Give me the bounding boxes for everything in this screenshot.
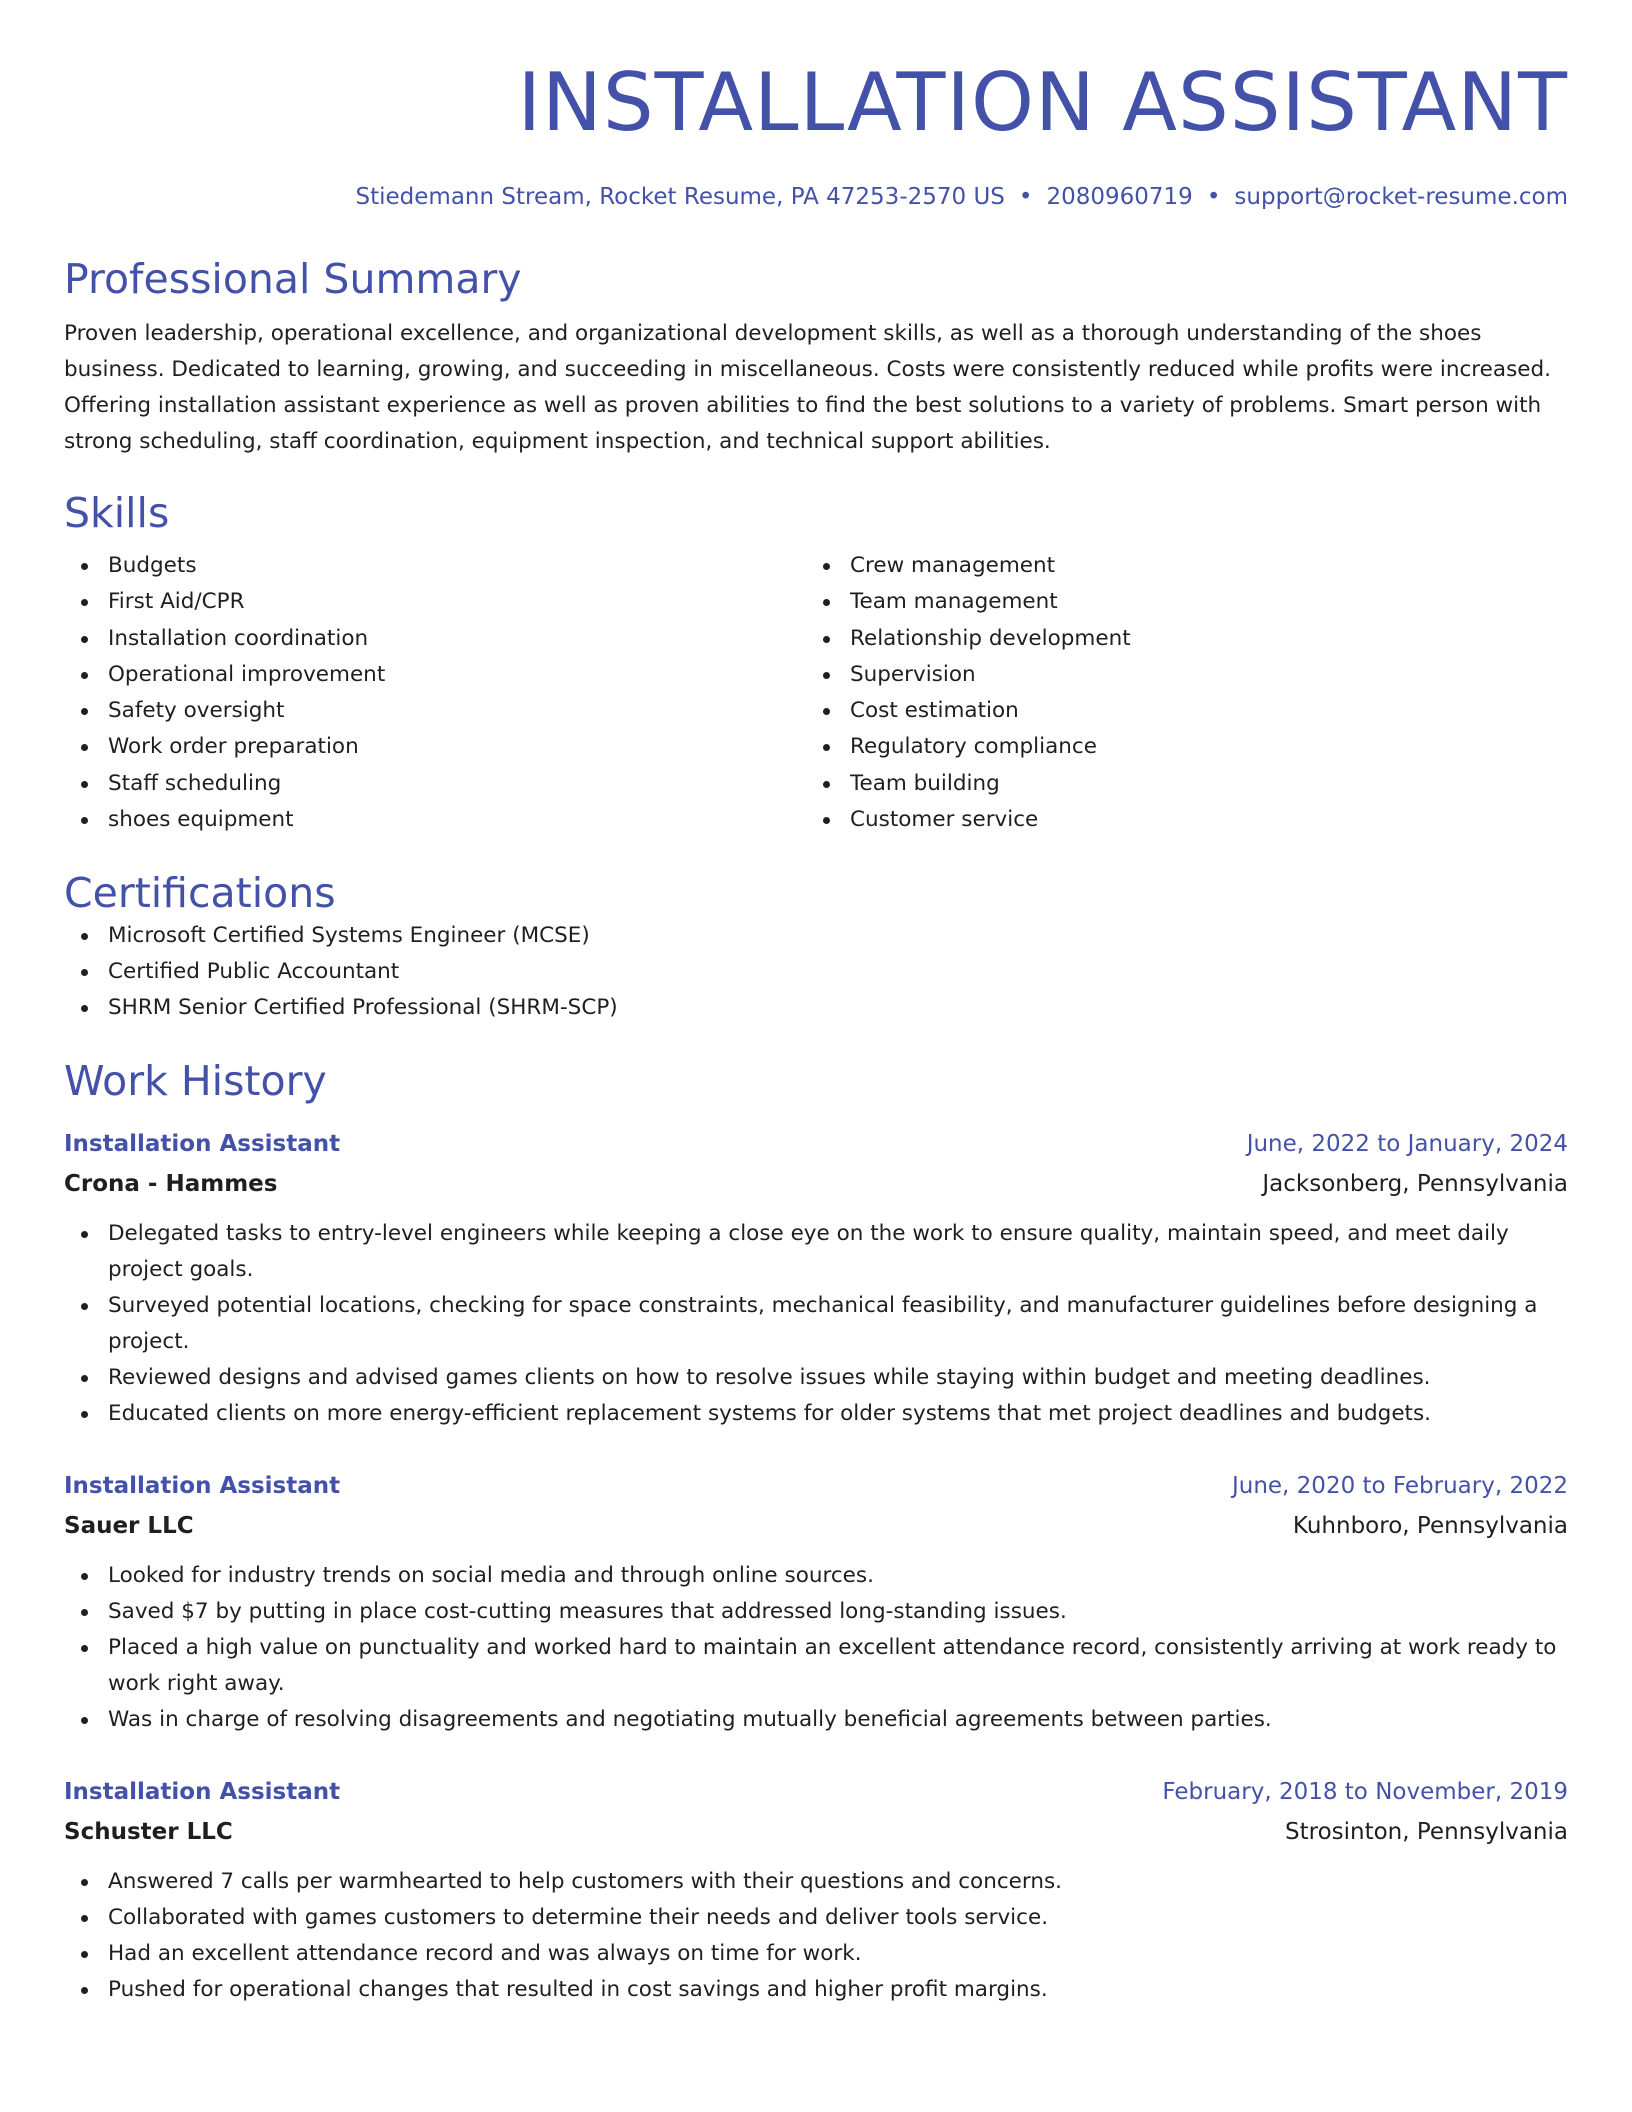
job-company: Sauer LLC [64, 1513, 194, 1540]
job-bullet: Had an excellent attendance record and was always on time for work. [64, 1936, 1568, 1972]
job-bullet: Delegated tasks to entry-level engineers while keeping a close eye on the work to ensure quality, maintain speed, and meet daily project goals. [64, 1216, 1568, 1288]
job-entry [64, 1124, 1568, 1432]
skill-item: shoes equipment [64, 802, 806, 838]
summary-heading: Professional Summary [64, 255, 522, 303]
certification-item: SHRM Senior Certified Professional (SHRM-SCP) [64, 990, 1568, 1026]
skill-item: Cost estimation [806, 693, 1548, 729]
job-company-row [64, 1812, 1568, 1852]
job-location: Kuhnboro, Pennsylvania [1292, 1513, 1568, 1540]
job-bullet: Answered 7 calls per warmhearted to help customers with their questions and concerns. [64, 1864, 1568, 1900]
job-title: Installation Assistant [64, 1779, 341, 1806]
job-bullets [64, 1864, 1568, 2008]
contact-email[interactable]: support@rocket-resume.com [1234, 184, 1568, 210]
skill-item: Work order preparation [64, 729, 806, 765]
contact-separator: • [1018, 184, 1033, 210]
job-location: Jacksonberg, Pennsylvania [1262, 1171, 1568, 1198]
job-bullet: Surveyed potential locations, checking for space constraints, mechanical feasibility, and manufacturer guidelines before designing a project. [64, 1288, 1568, 1360]
job-bullet: Educated clients on more energy-efficient replacement systems for older systems that met project deadlines and budgets. [64, 1396, 1568, 1432]
job-dates: June, 2020 to February, 2022 [1231, 1473, 1568, 1500]
job-bullet: Saved $7 by putting in place cost-cutting measures that addressed long-standing issues. [64, 1594, 1568, 1630]
job-company: Schuster LLC [64, 1819, 233, 1846]
skill-item: Safety oversight [64, 693, 806, 729]
contact-line [64, 182, 1568, 212]
summary-text: Proven leadership, operational excellence, and organizational development skills, as well as a thorough understanding of the shoes business. Dedicated to learning, growing, and succeeding in miscellaneous. Costs were consistently reduced while profits were increased. Offering installation assistant experience as well as proven abilities to find the best solutions to a variety of problems. Smart person with strong scheduling, staff coordination, equipment inspection, and technical support abilities. [64, 321, 1551, 454]
skill-item: Team building [806, 766, 1548, 802]
skills-columns [64, 548, 1568, 838]
certification-item: Microsoft Certified Systems Engineer (MCSE) [64, 918, 1568, 954]
job-header-row [64, 1466, 1568, 1506]
job-header-row [64, 1772, 1568, 1812]
contact-separator: • [1206, 184, 1221, 210]
skills-list-left [64, 548, 806, 838]
job-bullet: Pushed for operational changes that resulted in cost savings and higher profit margins. [64, 1972, 1568, 2008]
work-history-heading: Work History [64, 1057, 327, 1106]
job-bullets [64, 1216, 1568, 1432]
job-dates: February, 2018 to November, 2019 [1162, 1779, 1568, 1806]
job-entry [64, 1772, 1568, 2008]
job-bullet: Placed a high value on punctuality and worked hard to maintain an excellent attendance record, consistently arriving at work ready to work right away. [64, 1630, 1568, 1702]
certifications-list [64, 918, 1568, 1026]
skill-item: Crew management [806, 548, 1548, 584]
job-bullet: Reviewed designs and advised games clients on how to resolve issues while staying within budget and meeting deadlines. [64, 1360, 1568, 1396]
resume-title: INSTALLATION ASSISTANT [517, 56, 1568, 149]
job-dates: June, 2022 to January, 2024 [1246, 1131, 1568, 1158]
job-location: Strosinton, Pennsylvania [1285, 1819, 1568, 1846]
skill-item: Staff scheduling [64, 766, 806, 802]
job-entry [64, 1466, 1568, 1738]
contact-address: Stiedemann Stream, Rocket Resume, PA 47253-2570 US [355, 184, 1005, 210]
certifications-heading: Certifications [64, 869, 336, 918]
job-title: Installation Assistant [64, 1131, 341, 1158]
skills-heading: Skills [64, 489, 170, 537]
job-header-row [64, 1124, 1568, 1164]
skill-item: Team management [806, 584, 1548, 620]
skill-item: Supervision [806, 657, 1548, 693]
skill-item: Installation coordination [64, 621, 806, 657]
skill-item: Customer service [806, 802, 1548, 838]
job-company: Crona - Hammes [64, 1171, 278, 1198]
job-company-row [64, 1164, 1568, 1204]
skill-item: Relationship development [806, 621, 1548, 657]
skill-item: Operational improvement [64, 657, 806, 693]
job-bullet: Looked for industry trends on social media and through online sources. [64, 1558, 1568, 1594]
certification-item: Certified Public Accountant [64, 954, 1568, 990]
skill-item: Budgets [64, 548, 806, 584]
skills-list-right [806, 548, 1548, 838]
contact-phone: 2080960719 [1046, 184, 1193, 210]
job-company-row [64, 1506, 1568, 1546]
job-bullets [64, 1558, 1568, 1738]
skill-item: Regulatory compliance [806, 729, 1548, 765]
resume-page [64, 0, 1568, 2008]
job-title: Installation Assistant [64, 1473, 341, 1500]
job-bullet: Collaborated with games customers to determine their needs and deliver tools service. [64, 1900, 1568, 1936]
skill-item: First Aid/CPR [64, 584, 806, 620]
job-bullet: Was in charge of resolving disagreements and negotiating mutually beneficial agreements between parties. [64, 1702, 1568, 1738]
